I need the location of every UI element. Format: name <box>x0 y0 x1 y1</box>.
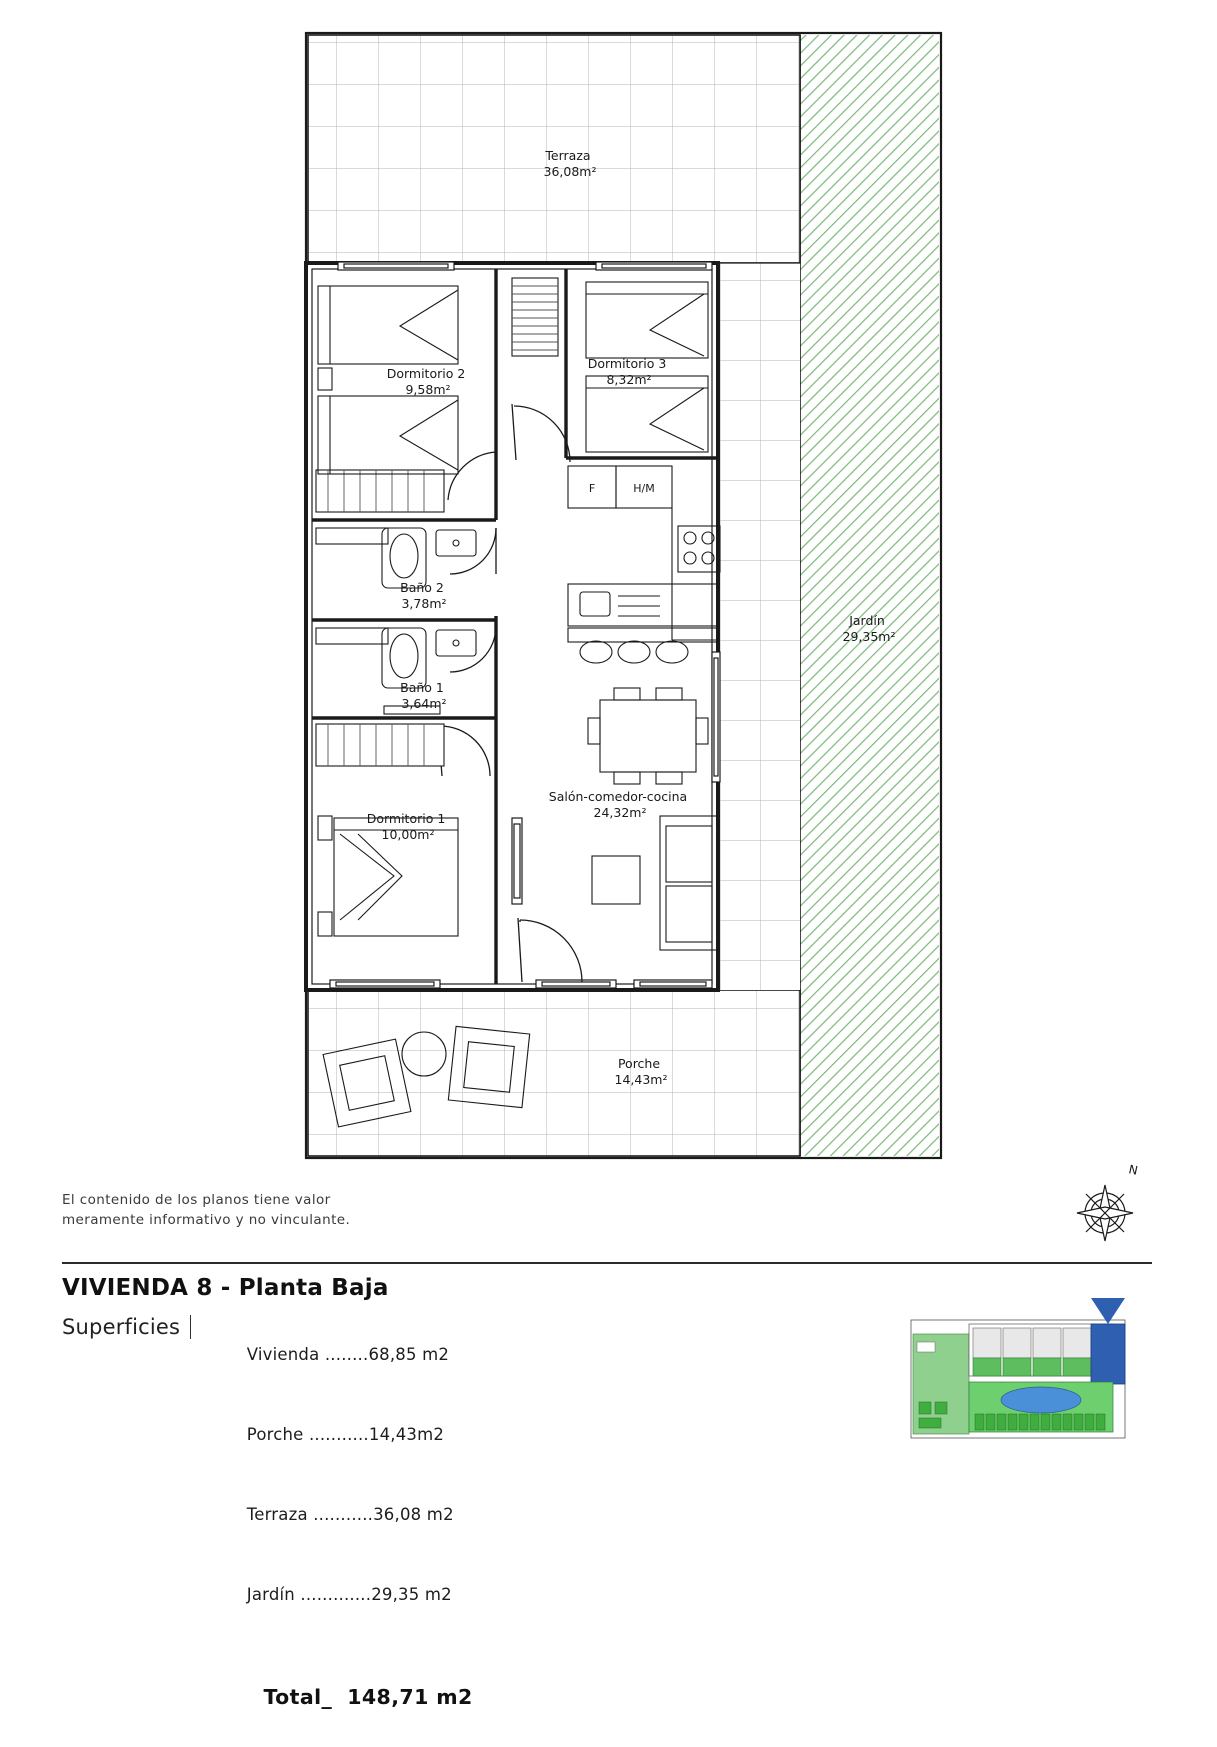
area-label-porche: Porche <box>246 1424 304 1444</box>
room-label-bano-2: Baño 2 3,78m² <box>400 580 447 611</box>
compass-rose-icon <box>1062 1155 1148 1245</box>
area-row-porche <box>203 1395 473 1475</box>
areas-summary <box>62 1315 702 1747</box>
room-label-porche: Porche 14,43m² <box>614 1056 668 1087</box>
title-block <box>62 1275 702 1747</box>
area-dots-porche: ........... <box>303 1424 369 1444</box>
compass-north-label: N <box>1127 1162 1140 1178</box>
page-title: VIVIENDA 8 - Planta Baja <box>62 1275 389 1301</box>
area-dots-jardin: ............. <box>294 1585 372 1605</box>
footer-divider <box>62 1262 1152 1264</box>
area-dots-terraza: ........... <box>307 1505 374 1525</box>
area-value-vivienda: 68,85 m2 <box>368 1344 450 1364</box>
total-value: 148,71 m2 <box>347 1684 473 1709</box>
washer-dryer-label: H/M <box>633 482 655 495</box>
disclaimer-line-1: El contenido de los planos tiene valor <box>62 1192 331 1208</box>
area-row-terraza <box>203 1475 473 1555</box>
room-name-terraza: Terraza <box>545 148 591 163</box>
fridge-label: F <box>588 482 596 495</box>
area-value-jardin: 29,35 m2 <box>371 1585 452 1605</box>
room-label-dormitorio-3: Dormitorio 3 8,32m² <box>587 356 667 387</box>
area-label-vivienda: Vivienda <box>246 1344 320 1364</box>
area-row-total <box>203 1648 473 1747</box>
areas-list <box>191 1315 473 1747</box>
area-label-terraza: Terraza <box>246 1505 308 1525</box>
area-row-vivienda <box>203 1315 473 1395</box>
area-label-jardin: Jardín <box>246 1585 295 1605</box>
disclaimer-text <box>62 1190 482 1231</box>
room-area-terraza: 36,08m² <box>543 164 597 179</box>
room-label-dormitorio-1: Dormitorio 1 10,00m² <box>366 811 446 842</box>
area-row-jardin <box>203 1555 473 1635</box>
room-label-salon-comedor-cocina: Salón-comedor-cocina 24,32m² <box>548 789 688 820</box>
area-dots-vivienda: ........ <box>319 1344 369 1364</box>
room-label-terraza <box>544 148 597 179</box>
room-label-bano-1: Baño 1 3,64m² <box>400 680 447 711</box>
total-label: Total_ <box>263 1684 333 1709</box>
disclaimer-line-2: meramente informativo y no vinculante. <box>62 1212 351 1229</box>
area-value-porche: 14,43m2 <box>368 1424 445 1444</box>
room-label-jardin: Jardín 29,35m² <box>842 613 896 644</box>
room-label-dormitorio-2: Dormitorio 2 9,58m² <box>386 366 466 397</box>
areas-label: Superficies <box>62 1315 191 1339</box>
site-key-map <box>905 1290 1155 1450</box>
area-value-terraza: 36,08 m2 <box>373 1505 454 1525</box>
